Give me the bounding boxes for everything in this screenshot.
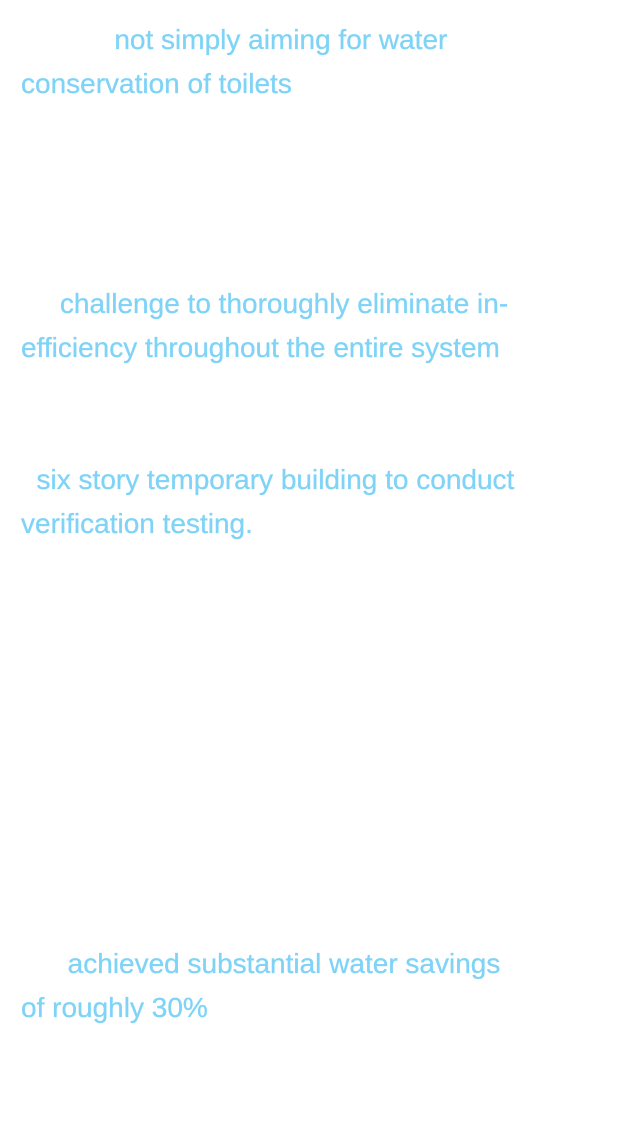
caption-line: challenge to thoroughly eliminate in- — [21, 288, 509, 319]
caption-line: efficiency throughout the entire system — [21, 332, 500, 363]
caption-line: not simply aiming for water — [21, 24, 448, 55]
caption-line: verification testing. — [21, 508, 253, 539]
caption-water-conservation — [21, 18, 621, 106]
caption-line: six story temporary building to conduct — [21, 464, 515, 495]
caption-line: achieved substantial water savings — [21, 948, 501, 979]
caption-line: of roughly 30% — [21, 992, 208, 1023]
caption-challenge — [21, 282, 621, 370]
caption-temporary-building — [21, 458, 621, 546]
caption-water-savings — [21, 942, 621, 1030]
caption-line: conservation of toilets — [21, 68, 292, 99]
